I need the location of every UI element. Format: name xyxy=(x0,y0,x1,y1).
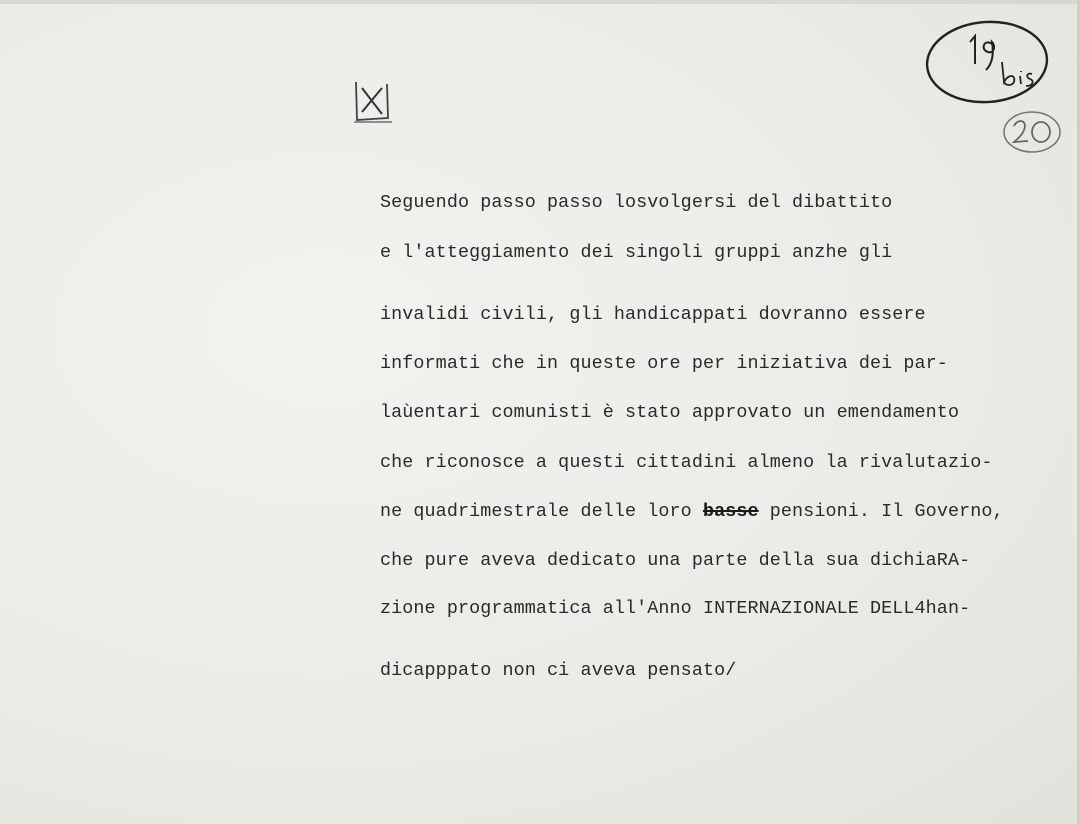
text-line-8: che pure aveva dedicato una parte della sua dichiaRA- xyxy=(380,550,971,571)
text-line-6: che riconosce a questi cittadini almeno la rivalutazio- xyxy=(380,452,993,473)
text-line-3: invalidi civili, gli handicappati dovranno essere xyxy=(380,304,926,325)
text-line-4: informati che in queste ore per iniziativa dei par- xyxy=(380,353,948,374)
text-line-7-before: ne quadrimestrale delle loro xyxy=(380,501,703,522)
page-edge-top xyxy=(0,0,1080,4)
circled-page-number-stamp xyxy=(920,14,1055,114)
secondary-page-number-stamp xyxy=(1000,108,1066,156)
text-line-7-after: pensioni. Il Governo, xyxy=(758,501,1004,522)
text-line-2: e l'atteggiamento dei singoli gruppi anzhe gli xyxy=(380,242,893,263)
text-line-5: laùentari comunisti è stato approvato un emendamento xyxy=(380,402,960,423)
checkbox-x-icon xyxy=(348,76,398,126)
text-line-7 xyxy=(380,501,1004,523)
text-line-9: zione programmatica all'Anno INTERNAZIONALE DELL4han- xyxy=(380,598,971,619)
text-line-10: dicapppato non ci aveva pensato/ xyxy=(380,660,737,681)
text-line-1: Seguendo passo passo losvolgersi del dibattito xyxy=(380,192,893,213)
struck-word: basse xyxy=(702,501,759,522)
